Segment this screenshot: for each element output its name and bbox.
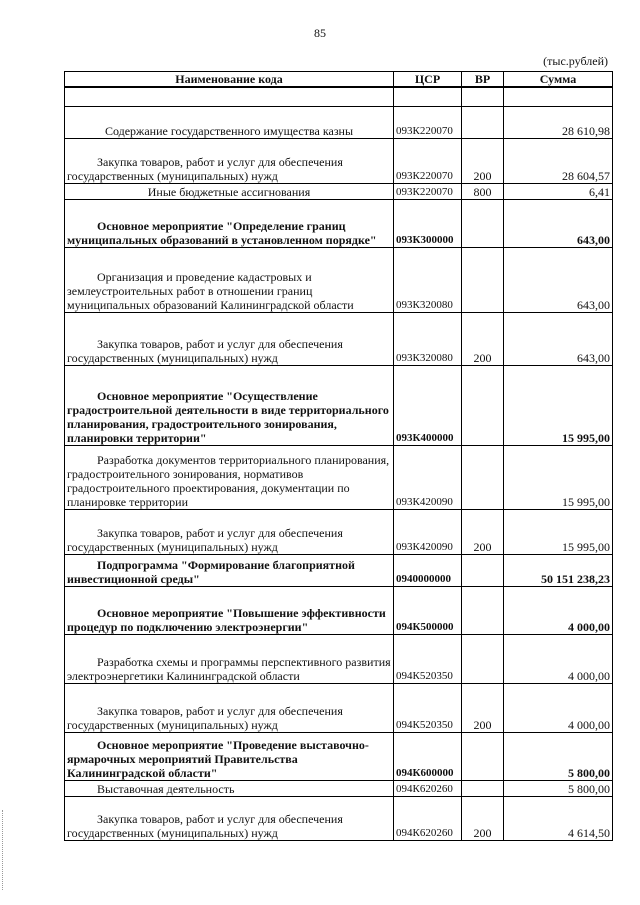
row-csr: 093К220070 xyxy=(394,107,462,139)
row-csr: 094К620260 xyxy=(394,797,462,841)
row-sum: 15 995,00 xyxy=(504,510,613,555)
spacer-cell xyxy=(394,87,462,107)
row-vr: 200 xyxy=(462,684,504,733)
row-sum: 15 995,00 xyxy=(504,366,613,446)
row-csr: 093К300000 xyxy=(394,200,462,248)
row-sum: 4 614,50 xyxy=(504,797,613,841)
row-csr: 093К400000 xyxy=(394,366,462,446)
row-sum: 6,41 xyxy=(504,184,613,200)
row-csr: 093К420090 xyxy=(394,446,462,510)
row-vr xyxy=(462,781,504,797)
table-row xyxy=(65,797,613,841)
row-vr: 200 xyxy=(462,139,504,184)
row-name: Выставочная деятельность xyxy=(65,781,394,797)
row-sum: 643,00 xyxy=(504,313,613,366)
row-name: Основное мероприятие "Проведение выставочно-ярмарочных мероприятий Правительства Калининградской области" xyxy=(65,733,394,781)
table-row xyxy=(65,107,613,139)
header-sum: Сумма xyxy=(504,72,613,88)
row-vr xyxy=(462,107,504,139)
table-row xyxy=(65,733,613,781)
table-row xyxy=(65,635,613,684)
table-header-row xyxy=(65,72,613,88)
row-csr: 093К320080 xyxy=(394,313,462,366)
row-sum: 643,00 xyxy=(504,248,613,313)
row-vr xyxy=(462,587,504,635)
table-row xyxy=(65,366,613,446)
row-vr: 200 xyxy=(462,510,504,555)
table-row xyxy=(65,510,613,555)
row-name: Закупка товаров, работ и услуг для обеспечения государственных (муниципальных) нужд xyxy=(65,313,394,366)
table-row xyxy=(65,446,613,510)
table-row xyxy=(65,555,613,587)
units-label: (тыс.рублей) xyxy=(543,54,608,68)
row-csr: 094К520350 xyxy=(394,635,462,684)
table-row xyxy=(65,313,613,366)
spacer-cell xyxy=(65,87,394,107)
row-sum: 5 800,00 xyxy=(504,781,613,797)
table-row xyxy=(65,781,613,797)
row-sum: 4 000,00 xyxy=(504,635,613,684)
row-vr: 200 xyxy=(462,797,504,841)
table-row xyxy=(65,248,613,313)
row-csr: 094К620260 xyxy=(394,781,462,797)
table-row xyxy=(65,587,613,635)
row-sum: 15 995,00 xyxy=(504,446,613,510)
row-sum: 50 151 238,23 xyxy=(504,555,613,587)
spacer-cell xyxy=(462,87,504,107)
header-name: Наименование кода xyxy=(65,72,394,88)
row-csr: 093К220070 xyxy=(394,184,462,200)
row-vr xyxy=(462,446,504,510)
row-name: Закупка товаров, работ и услуг для обеспечения государственных (муниципальных) нужд xyxy=(65,797,394,841)
row-name: Разработка схемы и программы перспективного развития электроэнергетики Калининградской области xyxy=(65,635,394,684)
row-name: Содержание государственного имущества казны xyxy=(65,107,394,139)
row-vr xyxy=(462,555,504,587)
row-vr xyxy=(462,635,504,684)
table-row xyxy=(65,139,613,184)
row-sum: 4 000,00 xyxy=(504,684,613,733)
row-vr: 200 xyxy=(462,313,504,366)
spacer-cell xyxy=(504,87,613,107)
row-vr xyxy=(462,248,504,313)
row-csr: 093К420090 xyxy=(394,510,462,555)
page-number: 85 xyxy=(314,26,326,40)
row-vr xyxy=(462,200,504,248)
row-sum: 5 800,00 xyxy=(504,733,613,781)
row-name: Закупка товаров, работ и услуг для обеспечения государственных (муниципальных) нужд xyxy=(65,684,394,733)
row-csr: 094К600000 xyxy=(394,733,462,781)
table-row xyxy=(65,684,613,733)
row-vr: 800 xyxy=(462,184,504,200)
row-name: Организация и проведение кадастровых и землеустроительных работ в отношении границ муниципальных образований Калининградской области xyxy=(65,248,394,313)
table-row xyxy=(65,200,613,248)
header-csr: ЦСР xyxy=(394,72,462,88)
table-row xyxy=(65,184,613,200)
row-sum: 643,00 xyxy=(504,200,613,248)
row-sum: 28 604,57 xyxy=(504,139,613,184)
row-vr xyxy=(462,366,504,446)
budget-table xyxy=(64,71,613,841)
row-name: Разработка документов территориального планирования, градостроительного зонирования, нормативов градостроительного проектирования, документации по планировке территории xyxy=(65,446,394,510)
row-sum: 28 610,98 xyxy=(504,107,613,139)
table-spacer-row xyxy=(65,87,613,107)
row-name: Основное мероприятие "Повышение эффективности процедур по подключению электроэнергии" xyxy=(65,587,394,635)
header-vr: ВР xyxy=(462,72,504,88)
row-csr: 094К500000 xyxy=(394,587,462,635)
row-name: Закупка товаров, работ и услуг для обеспечения государственных (муниципальных) нужд xyxy=(65,139,394,184)
row-csr: 093К220070 xyxy=(394,139,462,184)
row-csr: 0940000000 xyxy=(394,555,462,587)
row-vr xyxy=(462,733,504,781)
row-csr: 094К520350 xyxy=(394,684,462,733)
row-name: Основное мероприятие "Осуществление градостроительной деятельности в виде территориального планирования, градостроительного зонирования, планировки территории" xyxy=(65,366,394,446)
scan-margin-mark xyxy=(2,810,4,890)
row-name: Подпрограмма "Формирование благоприятной инвестиционной среды" xyxy=(65,555,394,587)
row-name: Основное мероприятие "Определение границ муниципальных образований в установленном порядке" xyxy=(65,200,394,248)
row-csr: 093К320080 xyxy=(394,248,462,313)
row-name: Иные бюджетные ассигнования xyxy=(65,184,394,200)
row-sum: 4 000,00 xyxy=(504,587,613,635)
row-name: Закупка товаров, работ и услуг для обеспечения государственных (муниципальных) нужд xyxy=(65,510,394,555)
